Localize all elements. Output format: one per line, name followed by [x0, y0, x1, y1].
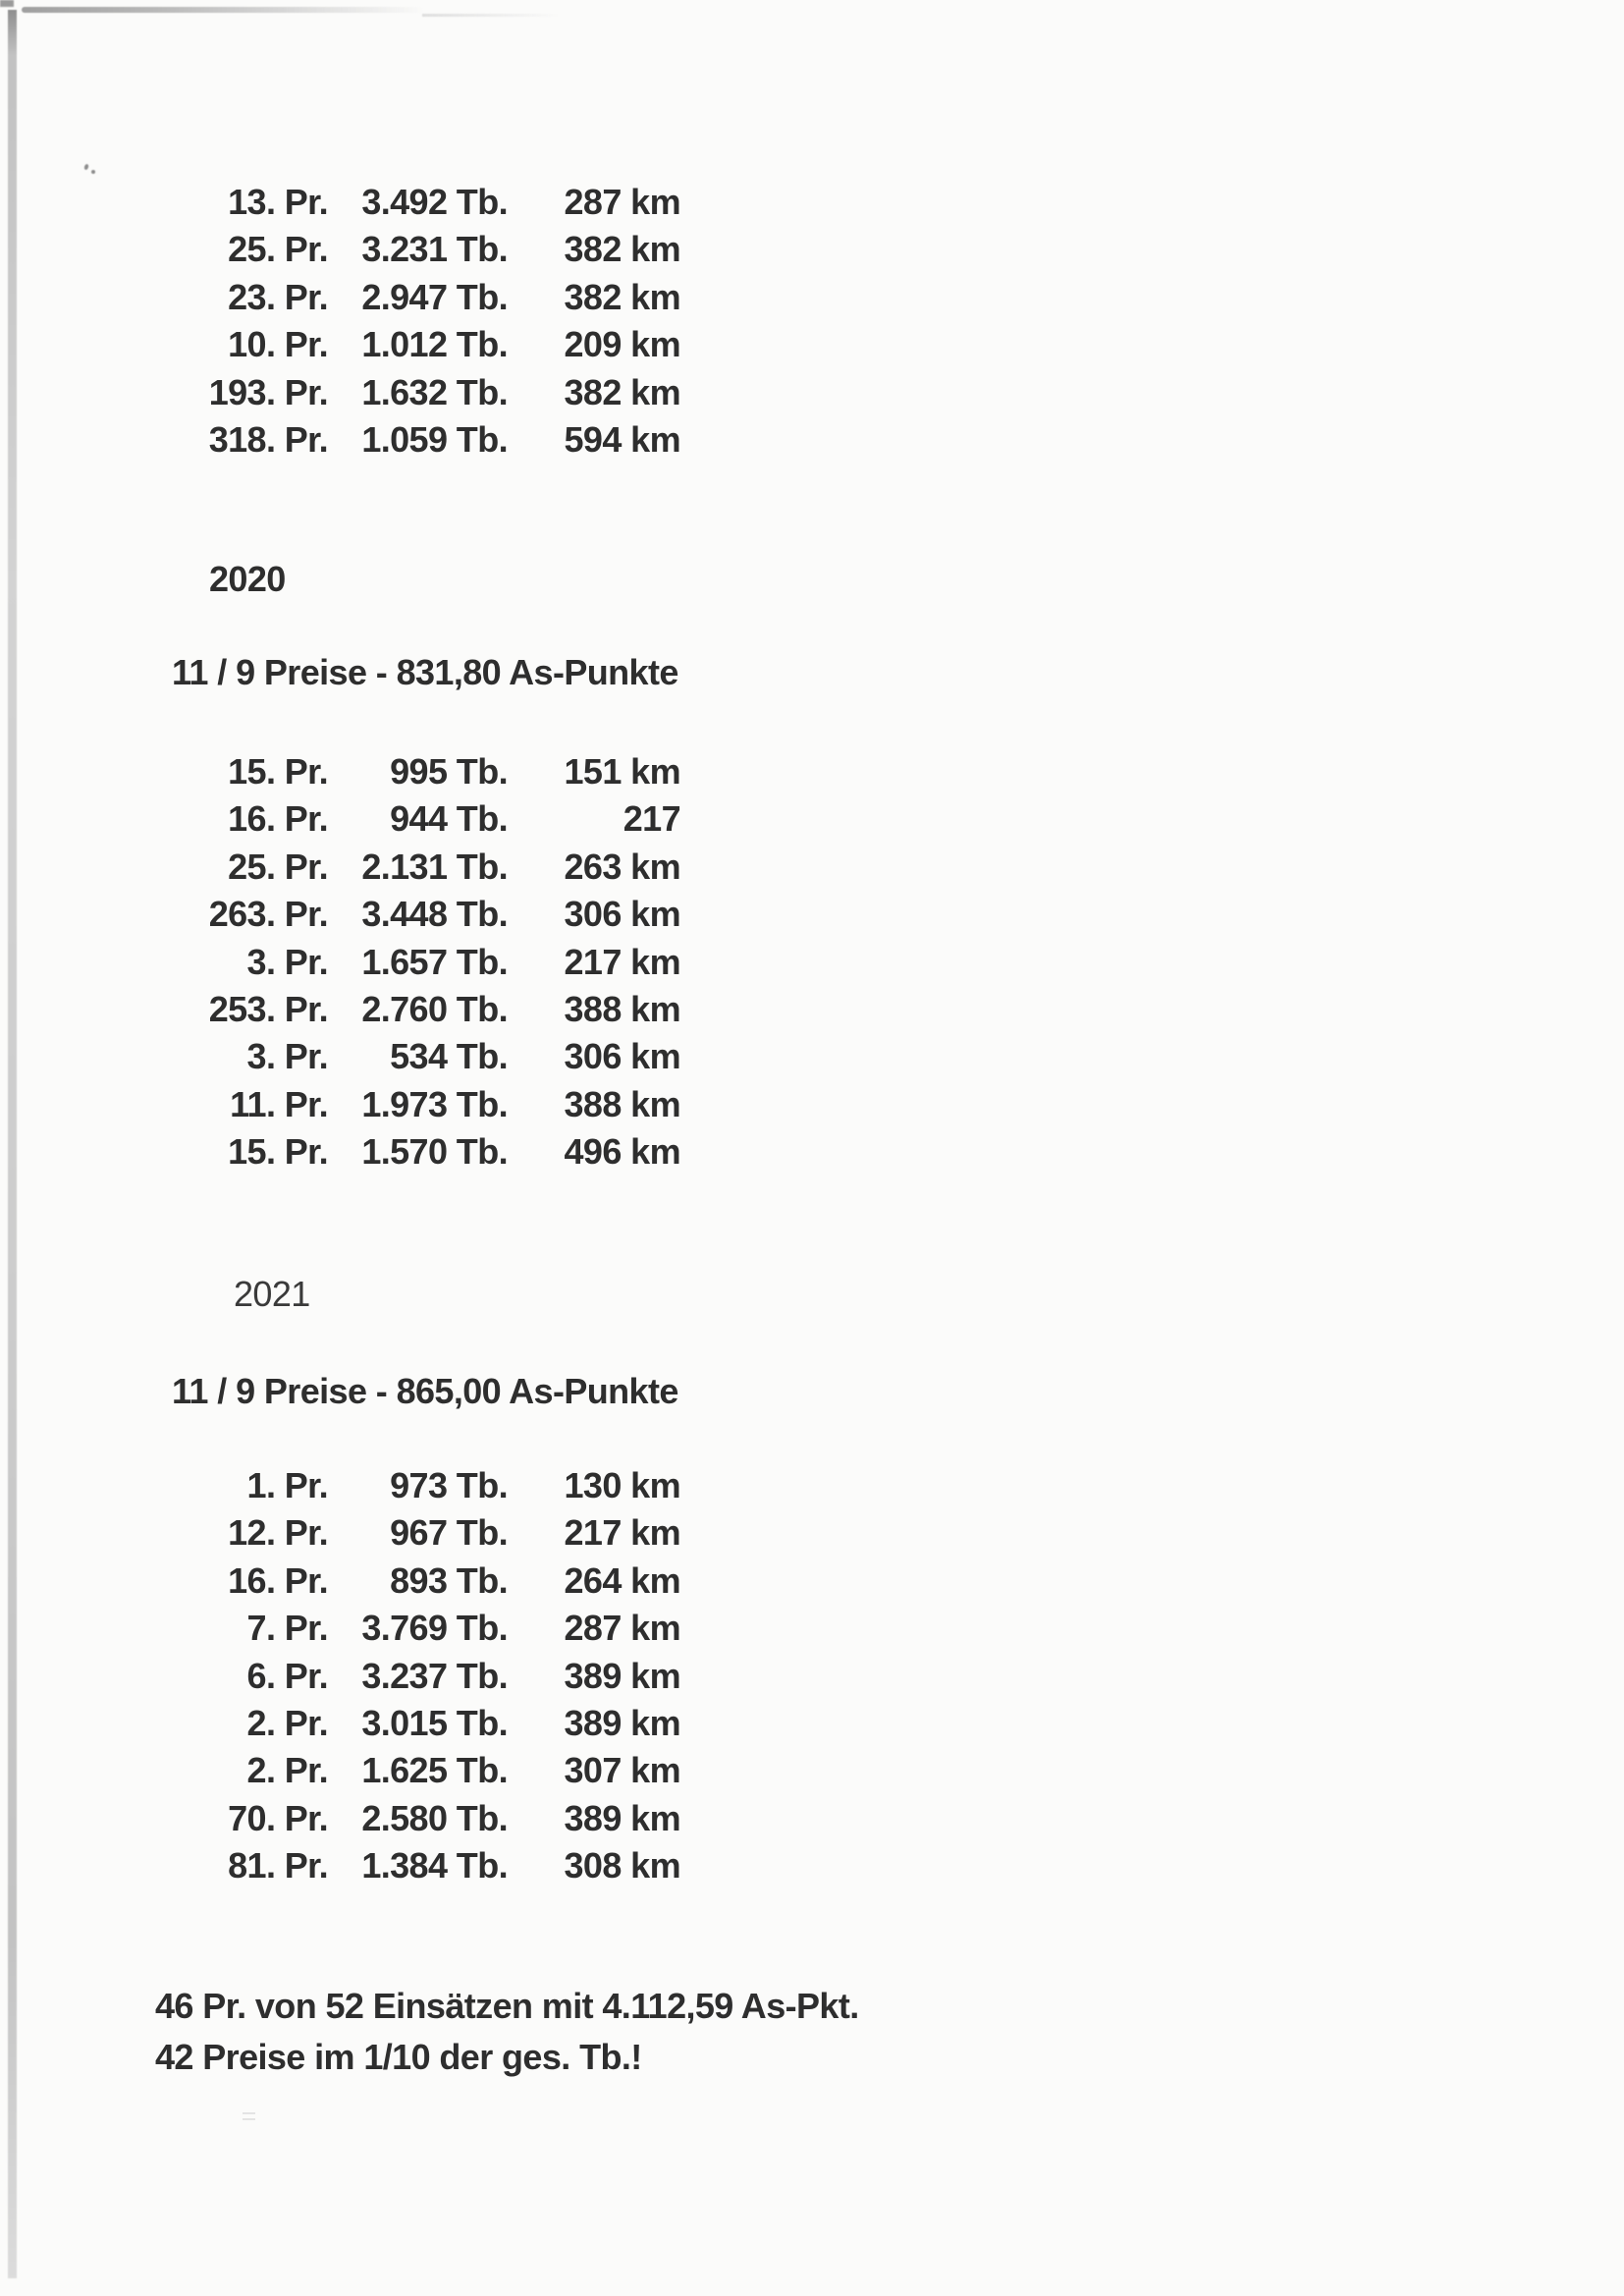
distance: 496 km	[564, 1131, 680, 1173]
distance: 151 km	[564, 751, 680, 792]
pigeon-count: 1.632 Tb.	[361, 371, 508, 412]
distance: 308 km	[564, 1845, 680, 1886]
prize-rank: 7. Pr.	[246, 1608, 328, 1649]
table-row	[0, 1700, 680, 1747]
distance: 382 km	[564, 371, 680, 412]
pigeon-count: 3.448 Tb.	[361, 894, 508, 935]
prize-rank: 13. Pr.	[228, 182, 328, 222]
pigeon-count: 1.384 Tb.	[361, 1845, 508, 1886]
table-row	[0, 1558, 680, 1605]
prize-rank: 11. Pr.	[230, 1083, 328, 1124]
prize-rank: 193. Pr.	[208, 371, 328, 412]
pigeon-count: 995 Tb.	[390, 751, 508, 792]
table-row	[0, 1605, 680, 1652]
table-row	[0, 1509, 680, 1557]
distance: 594 km	[564, 419, 680, 461]
prize-rank: 70. Pr.	[228, 1797, 328, 1838]
year-label-2021: 2021	[234, 1274, 310, 1314]
table-row	[0, 1747, 680, 1794]
totals-line-1: 46 Pr. von 52 Einsätzen mit 4.112,59 As-Pkt.	[155, 1986, 859, 2026]
distance: 389 km	[564, 1797, 680, 1838]
results-table-top	[0, 179, 680, 464]
pigeon-count: 893 Tb.	[390, 1559, 508, 1601]
scan-top-faint-line	[422, 14, 560, 17]
pigeon-count: 2.131 Tb.	[361, 846, 508, 887]
table-row	[0, 226, 680, 273]
prize-rank: 253. Pr.	[208, 989, 328, 1030]
pigeon-count: 1.059 Tb.	[361, 419, 508, 461]
pigeon-count: 1.657 Tb.	[361, 941, 508, 982]
season-summary-2020: 11 / 9 Preise - 831,80 As-Punkte	[172, 652, 678, 692]
prize-rank: 81. Pr.	[228, 1845, 328, 1886]
table-row	[0, 416, 680, 464]
prize-rank: 15. Pr.	[228, 1131, 328, 1173]
distance: 287 km	[564, 182, 680, 222]
results-table-2020	[0, 748, 680, 1176]
prize-rank: 6. Pr.	[246, 1655, 328, 1696]
table-row	[0, 748, 680, 795]
table-row	[0, 1842, 680, 1889]
pigeon-count: 1.570 Tb.	[361, 1131, 508, 1173]
distance: 130 km	[564, 1465, 680, 1505]
distance: 388 km	[564, 989, 680, 1030]
year-label-2020: 2020	[209, 559, 286, 599]
pigeon-count: 973 Tb.	[390, 1465, 508, 1505]
distance: 306 km	[564, 1036, 680, 1077]
table-row	[0, 369, 680, 416]
prize-rank: 1. Pr.	[246, 1465, 328, 1505]
pigeon-count: 2.580 Tb.	[361, 1797, 508, 1838]
prize-rank: 318. Pr.	[208, 419, 328, 461]
table-row	[0, 986, 680, 1033]
prize-rank: 263. Pr.	[208, 894, 328, 935]
distance: 217 km	[564, 941, 680, 982]
distance: 306 km	[564, 894, 680, 935]
ink-smudge-mark	[83, 164, 97, 176]
distance: 388 km	[564, 1083, 680, 1124]
pigeon-count: 3.231 Tb.	[361, 229, 508, 270]
table-row	[0, 1795, 680, 1842]
distance: 264 km	[564, 1559, 680, 1601]
prize-rank: 23. Pr.	[228, 276, 328, 317]
pigeon-count: 3.492 Tb.	[361, 182, 508, 222]
table-row	[0, 939, 680, 986]
pigeon-count: 2.760 Tb.	[361, 989, 508, 1030]
prize-rank: 2. Pr.	[246, 1750, 328, 1791]
results-table-2021	[0, 1462, 680, 1890]
pigeon-count: 1.625 Tb.	[361, 1750, 508, 1791]
pigeon-count: 944 Tb.	[390, 798, 508, 840]
distance: 209 km	[564, 324, 680, 365]
distance: 389 km	[564, 1655, 680, 1696]
pigeon-count: 1.012 Tb.	[361, 324, 508, 365]
prize-rank: 25. Pr.	[228, 229, 328, 270]
table-row	[0, 1653, 680, 1700]
table-row	[0, 321, 680, 368]
prize-rank: 25. Pr.	[228, 846, 328, 887]
table-row	[0, 1128, 680, 1175]
distance: 382 km	[564, 276, 680, 317]
scan-corner-mark	[0, 0, 14, 7]
pigeon-count: 1.973 Tb.	[361, 1083, 508, 1124]
season-summary-2021: 11 / 9 Preise - 865,00 As-Punkte	[172, 1371, 678, 1411]
table-row	[0, 844, 680, 891]
totals-line-2: 42 Preise im 1/10 der ges. Tb.!	[155, 2037, 642, 2077]
table-row	[0, 1081, 680, 1128]
pigeon-count: 967 Tb.	[390, 1512, 508, 1554]
table-row	[0, 891, 680, 938]
scan-top-edge-line	[22, 7, 424, 13]
prize-rank: 10. Pr.	[228, 324, 328, 365]
table-row	[0, 1033, 680, 1080]
prize-rank: 2. Pr.	[246, 1703, 328, 1744]
prize-rank: 3. Pr.	[246, 941, 328, 982]
table-row	[0, 1462, 680, 1509]
pigeon-count: 3.769 Tb.	[361, 1608, 508, 1649]
pigeon-count: 2.947 Tb.	[361, 276, 508, 317]
pigeon-count: 3.237 Tb.	[361, 1655, 508, 1696]
distance: 287 km	[564, 1608, 680, 1649]
faint-smudge-mark	[243, 2112, 255, 2121]
prize-rank: 16. Pr.	[228, 1559, 328, 1601]
prize-rank: 12. Pr.	[228, 1512, 328, 1554]
table-row	[0, 795, 680, 843]
table-row	[0, 179, 680, 226]
table-row	[0, 274, 680, 321]
distance: 307 km	[564, 1750, 680, 1791]
distance: 389 km	[564, 1703, 680, 1744]
distance: 217	[623, 798, 680, 840]
pigeon-count: 534 Tb.	[390, 1036, 508, 1077]
pigeon-count: 3.015 Tb.	[361, 1703, 508, 1744]
prize-rank: 3. Pr.	[246, 1036, 328, 1077]
distance: 382 km	[564, 229, 680, 270]
prize-rank: 16. Pr.	[228, 798, 328, 840]
distance: 263 km	[564, 846, 680, 887]
prize-rank: 15. Pr.	[228, 751, 328, 792]
distance: 217 km	[564, 1512, 680, 1554]
